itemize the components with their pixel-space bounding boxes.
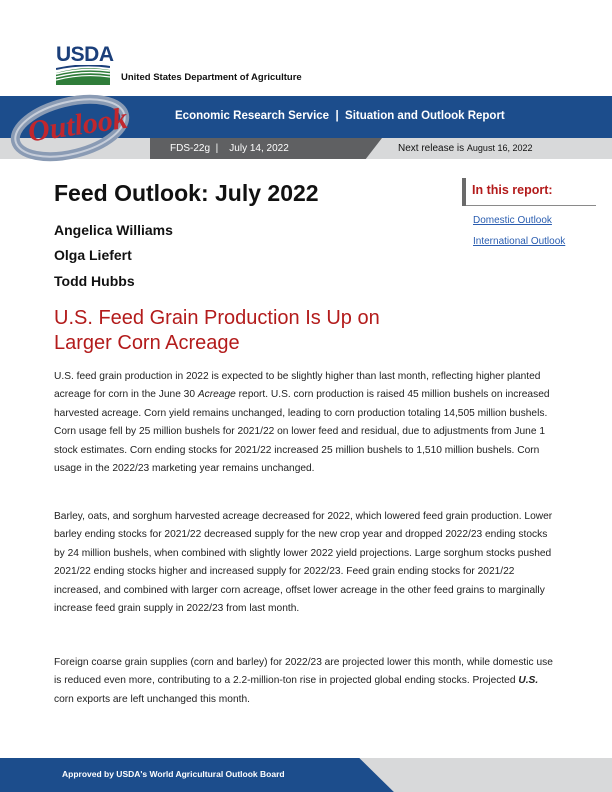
author-name: Olga Liefert bbox=[54, 247, 132, 263]
headline bbox=[54, 306, 434, 356]
footer-text: Approved by USDA's World Agricultural Outlook Board bbox=[62, 769, 285, 779]
paragraph-text: Foreign coarse grain supplies (corn and barley) for 2022/23 are projected lower this month, while domestic use is reduced even more, contributing to a 2.2-million-ton rise in projected global ending stocks. Projected bbox=[54, 657, 553, 687]
report-number: FDS-22g | July 14, 2022 bbox=[170, 143, 289, 154]
paragraph bbox=[54, 654, 554, 709]
author-name: Todd Hubbs bbox=[54, 273, 135, 289]
sidebar-accent-bar bbox=[462, 178, 466, 206]
paragraph-text: U.S. feed grain production in 2022 is expected to be slightly higher than last month, reflecting higher planted acreage for corn in the June 30 bbox=[54, 371, 541, 401]
usda-wordmark: USDA bbox=[56, 43, 114, 66]
emphasis-text: Acreage bbox=[197, 389, 236, 401]
outlook-logo-text: Outlook bbox=[25, 101, 130, 149]
paragraph bbox=[54, 508, 554, 618]
sidebar-heading: In this report: bbox=[472, 183, 553, 197]
paragraph bbox=[54, 368, 554, 478]
link-international-outlook[interactable]: International Outlook bbox=[473, 236, 566, 247]
band-title: Economic Research Service | Situation and Outlook Report bbox=[175, 110, 505, 122]
paragraph-text: Barley, oats, and sorghum harvested acreage decreased for 2022, which lowered feed grain production. Lower barley ending stocks for 2021/22 decreased supply for the new crop year and dropped 2022/23 ending stocks by 24 million bushels, when combined with slightly lower 2022 yield projections. Large sorghum stocks pushed 2021/22 ending stocks higher and increased supply for 2022/23. Feed grain ending stocks for 2021/22 increased, and combined with larger corn acreage, offset lower acreage in the other feed grains to marginally increase feed grain supply in 2022/23 from last month. bbox=[54, 511, 553, 615]
document-title: Feed Outlook: July 2022 bbox=[54, 180, 319, 206]
next-release bbox=[398, 143, 532, 154]
author-name: Angelica Williams bbox=[54, 222, 173, 238]
emphasis-text: U.S. bbox=[518, 675, 539, 687]
usda-logo bbox=[56, 43, 114, 84]
headline-line: Larger Corn Acreage bbox=[54, 332, 240, 354]
department-name: United States Department of Agriculture bbox=[121, 72, 302, 83]
link-domestic-outlook[interactable]: Domestic Outlook bbox=[473, 215, 552, 226]
outlook-logo bbox=[8, 94, 148, 162]
next-release-date: August 16, 2022 bbox=[466, 143, 533, 153]
next-release-label: Next release is bbox=[398, 143, 465, 154]
usda-field-icon bbox=[56, 65, 110, 85]
paragraph-text: corn exports are left unchanged this month. bbox=[54, 693, 250, 705]
sidebar-divider bbox=[466, 205, 596, 206]
headline-line: U.S. Feed Grain Production Is Up on bbox=[54, 307, 380, 329]
paragraph-text: report. U.S. corn production is raised 45 million bushels on increased harvested acreage. Corn yield remains unchanged, leading to corn production totaling 14,505 million bushels. Corn usage fell by 25 million bushels for 2021/22 on lower feed and residual, due to adjustments from June 1 stock estimates. Corn ending stocks for 2021/22 increased 25 million bushels to 1,510 million bushels. Corn usage in the 2022/23 marketing year remains unchanged. bbox=[54, 389, 550, 475]
